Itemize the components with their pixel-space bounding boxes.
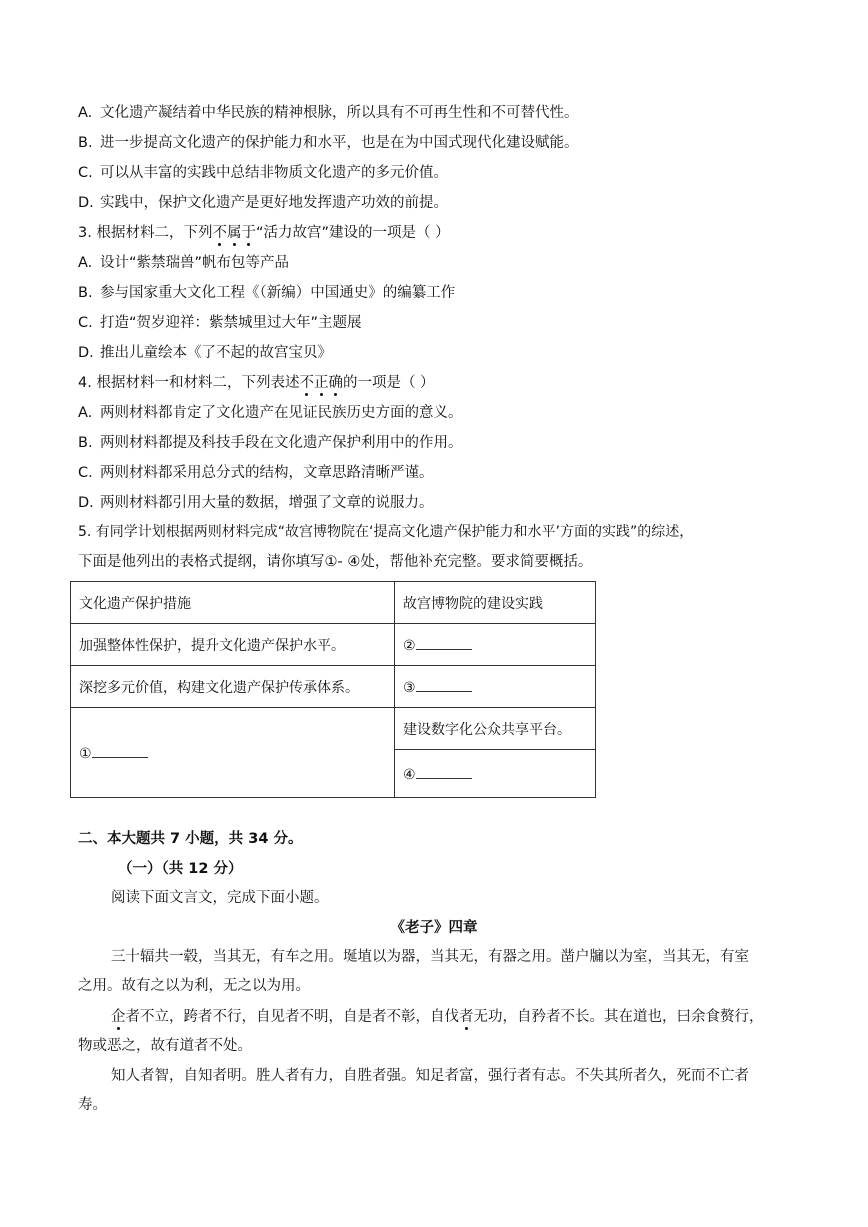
q5-stem-line1: 5. 有同学计划根据两则材料完成“故宫博物院在‘提高文化遗产保护能力和水平’方面的实践”的综述， xyxy=(78,524,694,540)
table-cell: 建设数字化公众共享平台。 xyxy=(395,708,596,750)
table-row xyxy=(71,708,596,750)
q2-option-a: A. 文化遗产凝结着中华民族的精神根脉，所以具有不可再生性和不可替代性。 xyxy=(78,105,579,121)
q2-option-c: C. 可以从丰富的实践中总结非物质文化遗产的多元价值。 xyxy=(78,165,448,181)
subsection-heading: （一）（共 12 分） xyxy=(118,861,243,877)
q4-stem: 4. 根据材料一和材料二，下列表述不正确的一项是（ ） xyxy=(78,375,435,391)
outline-table xyxy=(70,581,596,798)
table-header-practice: 故宫博物院的建设实践 xyxy=(395,582,596,624)
q3-option-a: A. 设计“紫禁瑞兽”帆布包等产品 xyxy=(78,255,290,271)
passage-p1-line1: 三十辐共一毂，当其无，有车之用。埏埴以为器，当其无，有器之用。凿户牖以为室，当其无，有室 xyxy=(111,949,749,965)
answer-blank-1[interactable]: ① xyxy=(71,708,395,798)
table-row xyxy=(71,582,596,624)
q4-option-c: C. 两则材料都采用总分式的结构，文章思路清晰严谨。 xyxy=(78,465,434,481)
q4-option-a: A. 两则材料都肯定了文化遗产在见证民族历史方面的意义。 xyxy=(78,405,463,421)
table-row xyxy=(71,666,596,708)
q3-option-c: C. 打造“贺岁迎祥：紫禁城里过大年”主题展 xyxy=(78,315,362,331)
passage-p2-line1: 企者不立，跨者不行，自见者不明，自是者不彰，自伐者无功，自矜者不长。其在道也，曰余食赘行， xyxy=(111,1009,764,1025)
passage-p3-line1: 知人者智，自知者明。胜人者有力，自胜者强。知足者富，强行者有志。不失其所者久，死而不亡者 xyxy=(111,1068,749,1084)
q4-option-b: B. 两则材料都提及科技手段在文化遗产保护利用中的作用。 xyxy=(78,435,463,451)
q3-option-b: B. 参与国家重大文化工程《（新编）中国通史》的编纂工作 xyxy=(78,285,456,301)
q2-option-b: B. 进一步提高文化遗产的保护能力和水平，也是在为中国式现代化建设赋能。 xyxy=(78,135,579,151)
reading-instruction: 阅读下面文言文，完成下面小题。 xyxy=(111,890,329,906)
section-heading: 二、本大题共 7 小题，共 34 分。 xyxy=(78,831,303,847)
passage-p3-line2: 寿。 xyxy=(78,1097,107,1113)
passage-title: 《老子》四章 xyxy=(390,920,478,936)
passage-p2-line2: 物或恶之，故有道者不处。 xyxy=(78,1038,252,1054)
table-cell: 深挖多元价值，构建文化遗产保护传承体系。 xyxy=(71,666,395,708)
table-header-measures: 文化遗产保护措施 xyxy=(71,582,395,624)
q2-option-d: D. 实践中，保护文化遗产是更好地发挥遗产功效的前提。 xyxy=(78,195,448,211)
answer-blank-4[interactable]: ④ xyxy=(395,750,596,798)
answer-blank-3[interactable]: ③ xyxy=(395,666,596,708)
q5-stem-line2: 下面是他列出的表格式提纲，请你填写①- ④处，帮他补充完整。要求简要概括。 xyxy=(78,554,593,570)
q4-option-d: D. 两则材料都引用大量的数据，增强了文章的说服力。 xyxy=(78,495,434,511)
answer-blank-2[interactable]: ② xyxy=(395,624,596,666)
table-cell: 加强整体性保护，提升文化遗产保护水平。 xyxy=(71,624,395,666)
q3-stem: 3. 根据材料二，下列不属于“活力故宫”建设的一项是（ ） xyxy=(78,225,450,241)
q3-option-d: D. 推出儿童绘本《了不起的故宫宝贝》 xyxy=(78,345,332,361)
table-row xyxy=(71,624,596,666)
passage-p1-line2: 之用。故有之以为利，无之以为用。 xyxy=(78,978,310,994)
